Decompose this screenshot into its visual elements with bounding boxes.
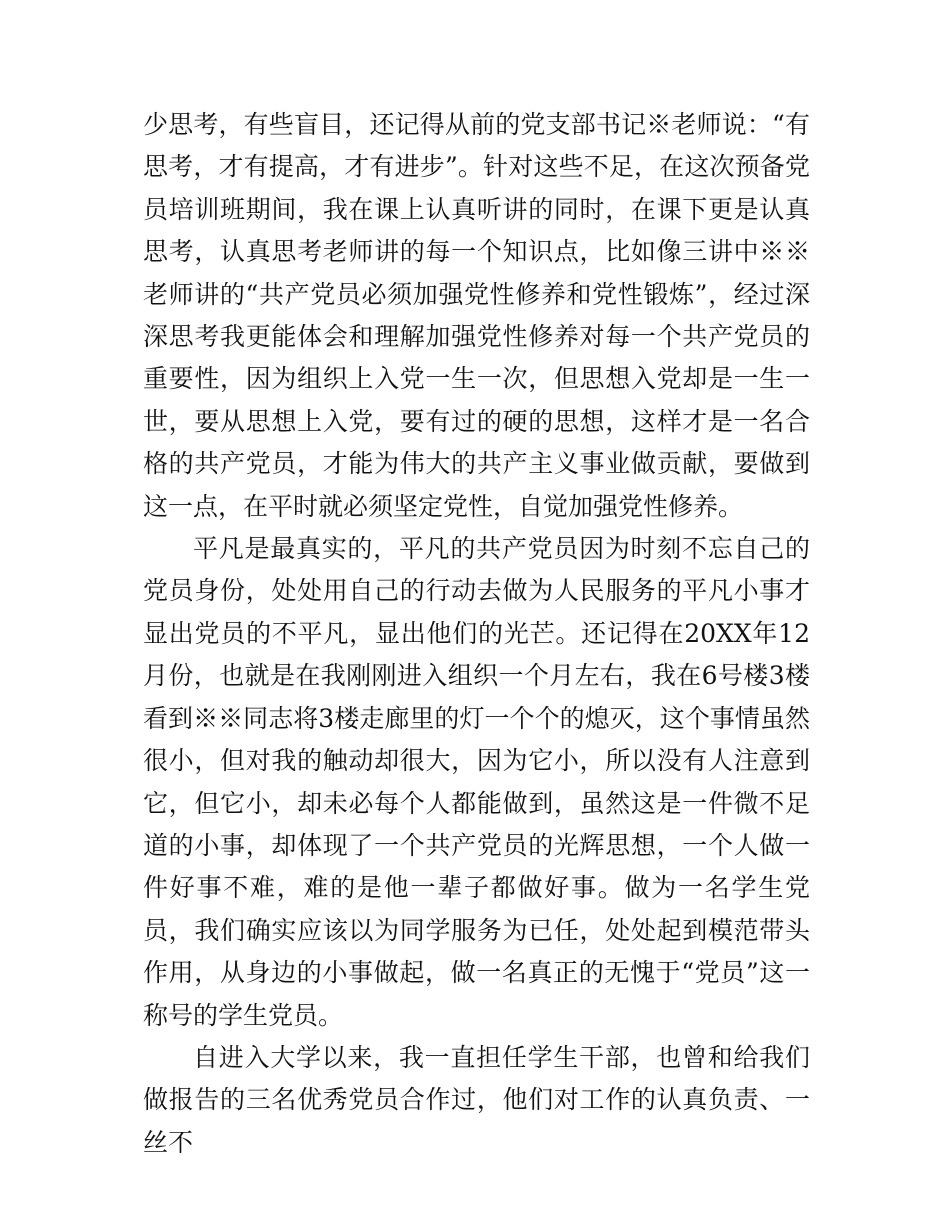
paragraph-2: 平凡是最真实的，平凡的共产党员因为时刻不忘自己的党员身份，处处用自己的行动去做为人民服务的平凡小事才显出党员的不平凡，显出他们的光芒。还记得在20XX年12月份，也就是在我刚刚进入组织一个月左右，我在6号楼3楼看到※※同志将3楼走廊里的灯一个个的熄灭，这个事情虽然很小，但对我的触动却很大，因为它小，所以没有人注意到它，但它小，却未必每个人都能做到，虽然这是一件微不足道的小事，却体现了一个共产党员的光辉思想，一个人做一件好事不难，难的是他一辈子都做好事。做为一名学生党员，我们确实应该以为同学服务为已任，处处起到模范带头作用，从身边的小事做起，做一名真正的无愧于“党员”这一称号的学生党员。 xyxy=(143,534,810,1030)
paragraph-3: 自进入大学以来，我一直担任学生干部，也曾和给我们做报告的三名优秀党员合作过，他们对工作的认真负责、一丝不 xyxy=(143,1042,810,1157)
body-text xyxy=(143,104,810,1164)
paragraph-1: 少思考，有些盲目，还记得从前的党支部书记※老师说：“有思考，才有提高，才有进步”。针对这些不足，在这次预备党员培训班期间，我在课上认真听讲的同时，在课下更是认真思考，认真思考老师讲的每一个知识点，比如像三讲中※※老师讲的“共产党员必须加强党性修养和党性锻炼”，经过深深思考我更能体会和理解加强党性修养对每一个共产党员的重要性，因为组织上入党一生一次，但思想入党却是一生一世，要从思想上入党，要有过的硬的思想，这样才是一名合格的共产党员，才能为伟大的共产主义事业做贡献，要做到这一点，在平时就必须坚定党性，自觉加强党性修养。 xyxy=(143,110,810,521)
